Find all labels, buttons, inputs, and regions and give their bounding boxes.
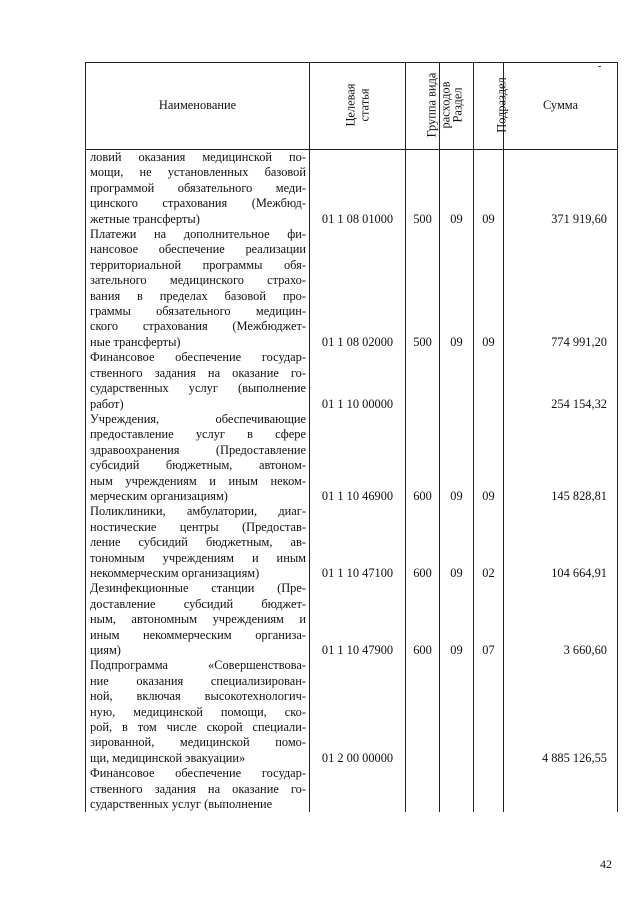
row-expense-group: 600 xyxy=(406,581,440,658)
row-section: 09 xyxy=(440,412,474,504)
header-name: Наименование xyxy=(86,63,310,150)
row-name-line: сударственных услуг (выполнение xyxy=(90,797,273,812)
table-row xyxy=(86,412,618,504)
table-row xyxy=(86,658,618,766)
row-name-line: рой, в том числе скорой специали- xyxy=(90,720,306,735)
table-row xyxy=(86,350,618,412)
row-name-line: ностические центры (Предостав- xyxy=(90,519,306,534)
row-name-line: работ) xyxy=(90,396,124,411)
row-section: 09 xyxy=(440,227,474,350)
row-name-line: ным учреждениям и иным неком- xyxy=(90,473,306,488)
row-name-line: ственного задания на оказание го- xyxy=(90,365,306,380)
row-name-line: циям) xyxy=(90,643,121,657)
row-target-article: 01 2 00 00000 xyxy=(310,658,406,766)
row-subsection: 09 xyxy=(474,227,504,350)
row-expense-group: 600 xyxy=(406,504,440,581)
row-sum: 3 660,60 xyxy=(504,581,618,658)
row-sum: 4 885 126,55 xyxy=(504,658,618,766)
row-section: 09 xyxy=(440,150,474,228)
row-expense-group: 600 xyxy=(406,412,440,504)
row-subsection xyxy=(474,766,504,812)
row-target-article: 01 1 08 02000 xyxy=(310,227,406,350)
row-name-line: ную, медицинской помощи, ско- xyxy=(90,704,306,719)
row-name-line: зированной, медицинской помо- xyxy=(90,735,306,750)
row-name-line: мерческим организациям) xyxy=(90,488,228,503)
row-name xyxy=(86,658,310,766)
row-name-line: доставление субсидий бюджет- xyxy=(90,596,306,611)
header-expense-group: Группа вида расходов xyxy=(406,63,440,150)
row-subsection: 02 xyxy=(474,504,504,581)
row-subsection: 09 xyxy=(474,412,504,504)
row-subsection xyxy=(474,658,504,766)
row-sum xyxy=(504,766,618,812)
row-name xyxy=(86,581,310,658)
row-name-line: субсидий бюджетным, автоном- xyxy=(90,458,306,473)
row-sum: 145 828,81 xyxy=(504,412,618,504)
row-name-line: Дезинфекционные станции (Пре- xyxy=(90,581,306,596)
row-section xyxy=(440,350,474,412)
row-name-line: Финансовое обеспечение государ- xyxy=(90,350,306,365)
row-sum: 371 919,60 xyxy=(504,150,618,228)
row-name-line: граммы обязательного медицин- xyxy=(90,304,306,319)
row-name-line: Финансовое обеспечение государ- xyxy=(90,766,306,781)
row-name xyxy=(86,412,310,504)
row-target-article: 01 1 10 47100 xyxy=(310,504,406,581)
row-name-line: вания в пределах базовой про- xyxy=(90,288,306,303)
row-section xyxy=(440,658,474,766)
row-target-article: 01 1 10 47900 xyxy=(310,581,406,658)
table-body xyxy=(86,150,618,813)
row-name-line: ные трансферты) xyxy=(90,334,181,349)
row-target-article xyxy=(310,766,406,812)
header-subsection: Подраздел xyxy=(474,63,504,150)
budget-table xyxy=(85,62,618,812)
row-name-line: ловий оказания медицинской по- xyxy=(90,150,306,164)
row-expense-group xyxy=(406,658,440,766)
header-sum: Сумма xyxy=(504,63,618,150)
header-section: Раздел xyxy=(440,63,474,150)
row-sum: 774 991,20 xyxy=(504,227,618,350)
row-name-line: территориальной программы обя- xyxy=(90,257,306,272)
row-name-line: Учреждения, обеспечивающие xyxy=(90,411,306,426)
row-name-line: иным некоммерческим организа- xyxy=(90,627,306,642)
row-sum: 254 154,32 xyxy=(504,350,618,412)
row-name-line: ственного задания на оказание го- xyxy=(90,781,306,796)
row-subsection: 09 xyxy=(474,150,504,228)
row-name-line: тономным учреждениям и иным xyxy=(90,550,306,565)
row-name xyxy=(86,766,310,812)
row-section xyxy=(440,766,474,812)
row-name-line: некоммерческим организациям) xyxy=(90,565,260,580)
row-name-line: цинского страхования (Межбюд- xyxy=(90,196,306,211)
row-name-line: нансовое обеспечение реализации xyxy=(90,242,306,257)
row-name-line: Поликлиники, амбулатории, диаг- xyxy=(90,504,306,519)
row-name xyxy=(86,227,310,350)
table-header-row xyxy=(86,63,618,150)
row-expense-group: 500 xyxy=(406,150,440,228)
row-name-line: жетные трансферты) xyxy=(90,211,200,226)
row-name-line: сударственных услуг (выполнение xyxy=(90,381,306,396)
table-row xyxy=(86,766,618,812)
table-row xyxy=(86,581,618,658)
row-name-line: ным, автономным учреждениям и xyxy=(90,612,306,627)
row-name-line: Платежи на дополнительное фи- xyxy=(90,227,306,242)
row-target-article: 01 1 08 01000 xyxy=(310,150,406,228)
row-section: 09 xyxy=(440,504,474,581)
row-target-article: 01 1 10 00000 xyxy=(310,350,406,412)
page-number: 42 xyxy=(600,857,612,871)
row-target-article: 01 1 10 46900 xyxy=(310,412,406,504)
row-name-line: ной, включая высокотехнологич- xyxy=(90,689,306,704)
row-name-line: здравоохранения (Предоставление xyxy=(90,442,306,457)
row-name xyxy=(86,150,310,228)
row-section: 09 xyxy=(440,581,474,658)
row-name-line: ние оказания специализирован- xyxy=(90,673,306,688)
row-name xyxy=(86,504,310,581)
row-name-line: ского страхования (Межбюджет- xyxy=(90,319,306,334)
row-expense-group: 500 xyxy=(406,227,440,350)
row-subsection: 07 xyxy=(474,581,504,658)
table-row xyxy=(86,504,618,581)
row-sum: 104 664,91 xyxy=(504,504,618,581)
table-row xyxy=(86,150,618,228)
row-name-line: ление субсидий бюджетным, ав- xyxy=(90,535,306,550)
row-expense-group xyxy=(406,350,440,412)
header-target-article: Целевая статья xyxy=(310,63,406,150)
row-name-line: мощи, не установленных базовой xyxy=(90,165,306,180)
row-subsection xyxy=(474,350,504,412)
row-name xyxy=(86,350,310,412)
row-name-line: программой обязательного меди- xyxy=(90,180,306,195)
row-name-line: Подпрограмма «Совершенствова- xyxy=(90,658,306,673)
row-expense-group xyxy=(406,766,440,812)
table-row xyxy=(86,227,618,350)
row-name-line: щи, медицинской эвакуации» xyxy=(90,750,246,765)
row-name-line: зательного медицинского страхо- xyxy=(90,273,306,288)
row-name-line: предоставление услуг в сфере xyxy=(90,427,306,442)
